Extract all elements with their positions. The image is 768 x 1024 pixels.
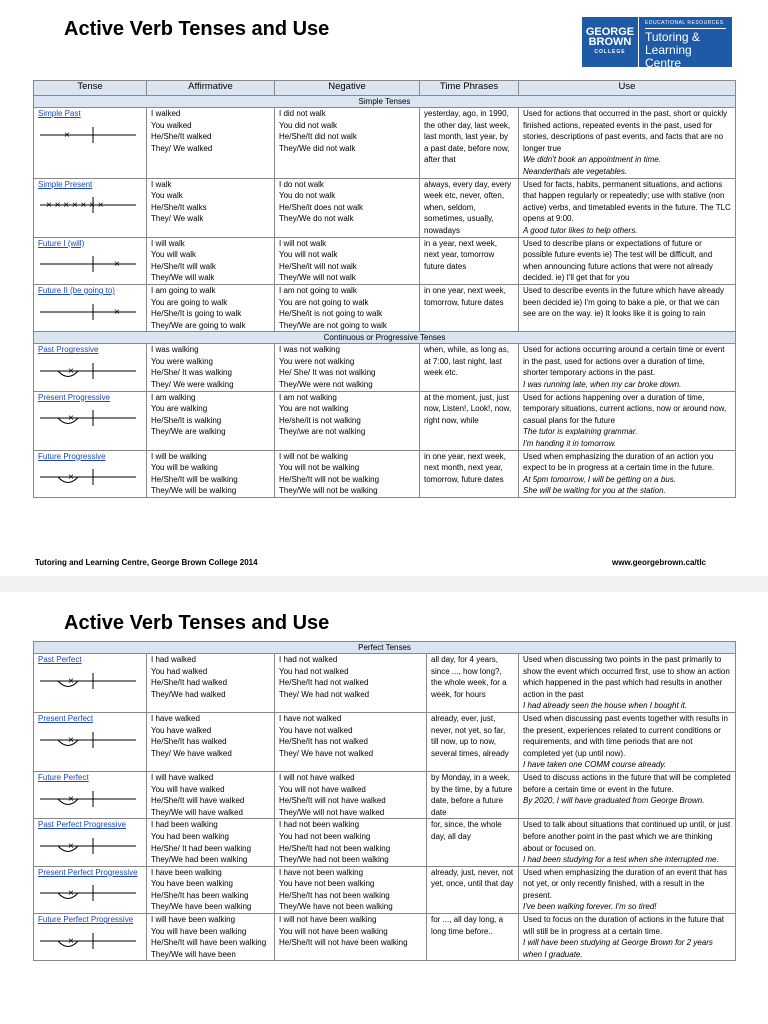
affirmative-line: They/We will have walked: [151, 807, 243, 817]
negative-line: They/We did not walk: [279, 143, 356, 153]
use-example: The tutor is explaining grammar.: [523, 427, 638, 437]
use-cell: [519, 178, 736, 237]
affirmative-cell: [147, 914, 275, 961]
logo-top: EDUCATIONAL RESOURCES: [645, 20, 726, 29]
negative-line: I had not walked: [279, 655, 338, 664]
footer-left: Tutoring and Learning Centre, George Brown College 2014: [35, 558, 258, 567]
negative-line: They/We are not going to walk: [279, 320, 387, 330]
use-cell: [519, 866, 736, 913]
use-example: By 2020, I will have graduated from George Brown.: [523, 796, 705, 806]
use-cell: [519, 654, 736, 713]
affirmative-line: I had been walking: [151, 820, 218, 830]
tense-cell: [34, 284, 147, 331]
negative-line: They/We will not walk: [279, 273, 356, 283]
negative-line: I did not walk: [279, 109, 326, 118]
negative-cell: [275, 654, 427, 713]
george-brown-logo: [582, 17, 732, 70]
tense-cell: [34, 654, 147, 713]
affirmative-line: I will have been walking: [151, 915, 236, 925]
logo-line3: COLLEGE: [594, 49, 626, 55]
header-tense: Tense: [34, 81, 147, 96]
negative-line: You had not walked: [279, 666, 349, 676]
affirmative-line: He/She/It has walked: [151, 737, 227, 747]
use-text: Used for actions that occurred in the past, short or quickly finished actions, repeated events in the past, used for stories, descriptions of past events, and facts that are no longer true: [523, 109, 728, 153]
affirmative-line: He/She/It walked: [151, 132, 212, 142]
negative-line: They/We were not walking: [279, 380, 373, 390]
negative-line: He/She/It had not been walking: [279, 843, 391, 853]
tense-link[interactable]: Past Perfect Progressive: [38, 820, 127, 830]
footer-url[interactable]: www.georgebrown.ca/tlc: [612, 558, 706, 567]
affirmative-line: He/She/It is walking: [151, 415, 222, 425]
use-cell: [519, 237, 736, 284]
affirmative-line: They/We had been walking: [151, 855, 248, 865]
use-cell: [519, 284, 736, 331]
affirmative-line: You will have been walking: [151, 926, 247, 936]
timeline-icon: [38, 930, 138, 952]
negative-line: He/She/it does not walk: [279, 202, 364, 212]
use-cell: [519, 391, 736, 450]
negative-cell: [275, 771, 427, 818]
negative-line: You are not going to walk: [279, 297, 369, 307]
affirmative-line: You had been walking: [151, 831, 229, 841]
tense-link[interactable]: Future Perfect: [38, 772, 89, 782]
negative-line: I am not walking: [279, 392, 337, 402]
affirmative-line: You walked: [151, 120, 192, 130]
use-example: I had been studying for a test when she interrupted me.: [523, 855, 719, 865]
svg-text:×: ×: [64, 129, 70, 141]
negative-line: You had not been walking: [279, 831, 371, 841]
section-row: [34, 96, 736, 108]
affirmative-line: He/She/It is going to walk: [151, 309, 242, 319]
tense-cell: [34, 391, 147, 450]
table-row: [34, 866, 736, 913]
tense-cell: [34, 866, 147, 913]
negative-line: You do not walk: [279, 191, 336, 201]
affirmative-line: I have walked: [151, 713, 200, 723]
use-example: A good tutor likes to help others.: [523, 225, 638, 235]
negative-line: You will not have been walking: [279, 926, 388, 936]
affirmative-cell: [147, 284, 275, 331]
use-text: Used when discussing past events together with results in the present, experiences related to current conditions or requirements, and with time periods that are not completed yet (up until now).: [523, 713, 728, 758]
negative-line: You did not walk: [279, 120, 337, 130]
negative-line: You have not been walking: [279, 879, 375, 889]
svg-text:×: ×: [68, 793, 74, 805]
affirmative-cell: [147, 344, 275, 391]
table-row: [34, 819, 736, 866]
use-text: Used for facts, habits, permanent situations, and actions that happen regularly or repeatedly; use with stative (non active) verbs, and timetabled events in the future. The TLC opens at 9:00.: [523, 179, 731, 224]
affirmative-line: He/She/ It was walking: [151, 368, 232, 378]
time-phrases-cell: in a year, next week, next year, tomorrow future dates: [420, 237, 519, 284]
negative-cell: [275, 108, 420, 179]
negative-line: They/We have not been walking: [279, 902, 393, 912]
table-row: [34, 237, 736, 284]
negative-line: You will not be walking: [279, 463, 360, 473]
table-row: [34, 712, 736, 771]
negative-line: I will not have walked: [279, 772, 355, 782]
use-text: Used when discussing two points in the past primarily to show the event which occurred first, use to show an action which happened in the past which had results in another action in the past: [523, 655, 730, 699]
tense-link[interactable]: Present Perfect Progressive: [38, 867, 138, 877]
svg-text:×: ×: [68, 472, 74, 484]
affirmative-cell: [147, 450, 275, 497]
affirmative-line: He/She/It has been walking: [151, 890, 249, 900]
negative-cell: [275, 450, 420, 497]
negative-line: I will not walk: [279, 238, 327, 248]
negative-line: He/She/It has not been walking: [279, 890, 390, 900]
verb-table-page2: [33, 641, 736, 961]
time-phrases-cell: all day, for 4 years, since ..., how long?, the whole week, for a week, for hours: [427, 654, 519, 713]
affirmative-line: You have walked: [151, 725, 212, 735]
affirmative-cell: [147, 178, 275, 237]
table-row: [34, 108, 736, 179]
use-cell: [519, 712, 736, 771]
logo-name2: Learning Centre: [645, 43, 692, 70]
tense-link[interactable]: Simple Past: [38, 109, 81, 118]
affirmative-line: They/We will walk: [151, 273, 215, 283]
time-phrases-cell: in one year, next week, next month, next year, tomorrow, future dates: [420, 450, 519, 497]
table-row: [34, 450, 736, 497]
logo-name1: Tutoring &: [645, 30, 700, 44]
affirmative-line: You will have walked: [151, 784, 225, 794]
affirmative-line: I have been walking: [151, 867, 222, 877]
use-cell: [519, 344, 736, 391]
svg-text:×: ×: [68, 675, 74, 687]
tense-link[interactable]: Past Progressive: [38, 345, 99, 355]
negative-line: I will not be walking: [279, 451, 348, 461]
logo-line1: GEORGE: [585, 26, 635, 38]
header-use: Use: [519, 81, 736, 96]
use-text: Used when emphasizing the duration of an action you expect to be in progress at a certain time in the future.: [523, 451, 715, 473]
tense-link[interactable]: Future Progressive: [38, 451, 106, 461]
timeline-icon: [38, 466, 138, 488]
affirmative-line: You will walk: [151, 250, 197, 260]
negative-cell: [275, 391, 420, 450]
negative-line: He/She/It has not walked: [279, 737, 368, 747]
negative-cell: [275, 237, 420, 284]
affirmative-line: You are walking: [151, 404, 208, 414]
negative-line: I had not been walking: [279, 820, 360, 830]
negative-line: I have not walked: [279, 713, 342, 723]
use-example: She will be waiting for you at the station.: [523, 486, 666, 496]
affirmative-cell: [147, 819, 275, 866]
affirmative-cell: [147, 391, 275, 450]
affirmative-cell: [147, 771, 275, 818]
section-label: Simple Tenses: [34, 96, 736, 108]
svg-text:×: ×: [68, 888, 74, 900]
timeline-icon: [38, 301, 138, 323]
time-phrases-cell: yesterday, ago, in 1990, the other day, last week, last month, last year, by a past date, before now, after that: [420, 108, 519, 179]
affirmative-line: He/She/It will have walked: [151, 796, 245, 806]
timeline-icon: [38, 670, 138, 692]
tense-cell: [34, 108, 147, 179]
table-row: [34, 914, 736, 961]
negative-line: He/She/It had not walked: [279, 678, 369, 688]
affirmative-line: They/ We walked: [151, 143, 213, 153]
negative-line: He/she/it is not walking: [279, 415, 361, 425]
affirmative-cell: [147, 237, 275, 284]
tense-cell: [34, 178, 147, 237]
logo-line2: BROWN: [588, 36, 632, 48]
use-text: Used for actions occurring around a certain time or event in the past, used for actions over a duration of time, shorter temporary actions in the past.: [523, 345, 725, 378]
affirmative-line: You were walking: [151, 356, 213, 366]
negative-cell: [275, 866, 427, 913]
negative-line: You have not walked: [279, 725, 353, 735]
affirmative-line: You had walked: [151, 666, 208, 676]
negative-line: You will not have walked: [279, 784, 366, 794]
section-label: Perfect Tenses: [34, 642, 736, 654]
affirmative-line: They/We had walked: [151, 689, 226, 699]
use-text: Used to talk about situations that continued up until, or just before another point in the past which we are thinking about or focused on.: [523, 820, 731, 853]
affirmative-line: I had walked: [151, 655, 196, 664]
time-phrases-cell: in one year, next week, tomorrow, future dates: [420, 284, 519, 331]
negative-line: He/She/It will not be walking: [279, 474, 380, 484]
negative-line: I am not going to walk: [279, 285, 357, 295]
tense-link[interactable]: Future II (be going to): [38, 285, 115, 295]
negative-line: He/She/It will not have been walking: [279, 938, 408, 948]
negative-cell: [275, 819, 427, 866]
timeline-icon: [38, 788, 138, 810]
use-text: Used to describe plans or expectations of future or possible future events ie) The test will be difficult, and when announcing future actions that were not already decided. ie) I'll get that for you: [523, 238, 713, 283]
use-example: I'm handing it in tomorrow.: [523, 439, 617, 449]
timeline-icon: [38, 882, 138, 904]
tense-link[interactable]: Future I (will): [38, 238, 85, 248]
negative-line: They/We will not be walking: [279, 486, 378, 496]
use-example: I've been walking forever. I'm so tired!: [523, 902, 657, 912]
negative-line: They/we are not walking: [279, 427, 366, 437]
affirmative-line: He/She/It had walked: [151, 678, 228, 688]
time-phrases-cell: by Monday, in a week, by the time, by a future date, before a future date: [427, 771, 519, 818]
use-example: I have taken one COMM course already.: [523, 760, 667, 770]
section-row: [34, 332, 736, 344]
timeline-icon: [38, 360, 138, 382]
tense-cell: [34, 450, 147, 497]
negative-line: You are not walking: [279, 404, 349, 414]
negative-line: He/She/it is not going to walk: [279, 309, 383, 319]
use-example: Neanderthals ate vegetables.: [523, 166, 628, 176]
negative-cell: [275, 284, 420, 331]
affirmative-line: You will be walking: [151, 463, 218, 473]
affirmative-line: I will be walking: [151, 451, 207, 461]
time-phrases-cell: already, ever, just, never, not yet, so far, till now, up to now, several times, already: [427, 712, 519, 771]
time-phrases-cell: already, just, never, not yet, once, until that day: [427, 866, 519, 913]
tense-link[interactable]: Future Perfect Progressive: [38, 915, 134, 925]
timeline-icon: [38, 835, 138, 857]
negative-line: You were not walking: [279, 356, 355, 366]
timeline-icon: [38, 124, 138, 146]
affirmative-line: He/She/It walks: [151, 202, 207, 212]
affirmative-line: I was walking: [151, 345, 199, 355]
header-time-phrases: Time Phrases: [420, 81, 519, 96]
affirmative-line: They/We will have been: [151, 949, 236, 959]
use-example: At 5pm tomorrow, I will be getting on a bus.: [523, 474, 676, 484]
use-cell: [519, 819, 736, 866]
affirmative-line: I will have walked: [151, 772, 214, 782]
section-label: Continuous or Progressive Tenses: [34, 332, 736, 344]
tense-cell: [34, 771, 147, 818]
negative-line: I have not been walking: [279, 867, 364, 877]
affirmative-line: They/We have been walking: [151, 902, 252, 912]
timeline-icon: [38, 407, 138, 429]
header-negative: Negative: [275, 81, 420, 96]
svg-text:×: ×: [114, 306, 120, 318]
negative-cell: [275, 178, 420, 237]
affirmative-cell: [147, 712, 275, 771]
negative-line: He/ She/ It was not walking: [279, 368, 376, 378]
use-text: Used to focus on the duration of actions in the future that will still be in progress at a certain time.: [523, 915, 725, 936]
page-title-2: Active Verb Tenses and Use: [64, 612, 330, 634]
svg-text:× × × × × × ×: × × × × × × ×: [46, 200, 104, 212]
negative-line: They/ We have not walked: [279, 748, 374, 758]
svg-text:×: ×: [114, 259, 120, 271]
timeline-icon: [38, 253, 138, 275]
svg-text:×: ×: [68, 413, 74, 425]
affirmative-line: I am going to walk: [151, 285, 216, 295]
affirmative-line: You are going to walk: [151, 297, 228, 307]
tense-link[interactable]: Present Perfect: [38, 713, 94, 723]
tense-cell: [34, 712, 147, 771]
affirmative-line: He/She/ It had been walking: [151, 843, 252, 853]
time-phrases-cell: at the moment, just, just now, Listen!, Look!, now, right now, while: [420, 391, 519, 450]
use-example: I was running late, when my car broke down.: [523, 380, 682, 390]
affirmative-line: They/We will be walking: [151, 486, 237, 496]
table-row: [34, 654, 736, 713]
affirmative-line: You have been walking: [151, 879, 233, 889]
use-example: I will have been studying at George Brown for 2 years when I graduate.: [523, 938, 713, 959]
header-row: [34, 81, 736, 96]
use-text: Used to describe events in the future which have already been decided ie) I'm going to bake a pie, or that we can see are on the way. ie) It looks like it is going to rain: [523, 285, 725, 319]
affirmative-line: I will walk: [151, 238, 185, 248]
use-example: I had already seen the house when I bought it.: [523, 701, 688, 711]
svg-text:×: ×: [68, 840, 74, 852]
tense-cell: [34, 344, 147, 391]
affirmative-cell: [147, 108, 275, 179]
use-cell: [519, 108, 736, 179]
timeline-icon: [38, 729, 138, 751]
timeline-icon: [38, 194, 138, 216]
affirmative-cell: [147, 866, 275, 913]
table-row: [34, 344, 736, 391]
tense-cell: [34, 237, 147, 284]
use-text: Used to discuss actions in the future that will be completed before a certain time or event in the future.: [523, 772, 731, 794]
tense-link[interactable]: Past Perfect: [38, 655, 82, 664]
negative-line: You will not walk: [279, 250, 338, 260]
table-row: [34, 178, 736, 237]
affirmative-line: You walk: [151, 191, 183, 201]
affirmative-line: I walked: [151, 109, 181, 118]
time-phrases-cell: for ..., all day long, a long time before..: [427, 914, 519, 961]
time-phrases-cell: always, every day, every week etc, never, often, when, seldom, sometimes, usually, nowadays: [420, 178, 519, 237]
svg-text:×: ×: [68, 935, 74, 947]
affirmative-line: I am walking: [151, 392, 196, 402]
tense-cell: [34, 819, 147, 866]
use-cell: [519, 914, 736, 961]
negative-cell: [275, 914, 427, 961]
affirmative-line: They/We are walking: [151, 427, 226, 437]
affirmative-line: They/ We have walked: [151, 748, 232, 758]
use-text: Used when emphasizing the duration of an event that has not yet, or only recently finished, with a result in the present.: [523, 867, 728, 900]
negative-line: They/ We had not walked: [279, 689, 370, 699]
verb-table-page1: [33, 80, 736, 498]
tense-link[interactable]: Simple Present: [38, 179, 93, 189]
affirmative-line: I walk: [151, 179, 172, 189]
negative-line: He/She/It did not walk: [279, 132, 357, 142]
negative-line: They/We had not been walking: [279, 855, 389, 865]
negative-line: He/She/it will not walk: [279, 261, 357, 271]
table-row: [34, 284, 736, 331]
use-text: Used for actions happening over a duration of time, temporary situations, current actions, now or around now, casual plans for the future: [523, 392, 727, 425]
negative-cell: [275, 344, 420, 391]
table-row: [34, 391, 736, 450]
table-row: [34, 771, 736, 818]
time-phrases-cell: for, since, the whole day, all day: [427, 819, 519, 866]
svg-text:×: ×: [68, 365, 74, 377]
time-phrases-cell: when, while, as long as, at 7:00, last night, last week etc.: [420, 344, 519, 391]
page-title: Active Verb Tenses and Use: [64, 18, 330, 40]
affirmative-line: They/ We were walking: [151, 380, 234, 390]
tense-link[interactable]: Present Progressive: [38, 392, 111, 402]
svg-text:×: ×: [68, 734, 74, 746]
affirmative-line: He/She/It will walk: [151, 261, 216, 271]
page-separator: [0, 576, 768, 592]
negative-cell: [275, 712, 427, 771]
affirmative-line: They/We are going to walk: [151, 320, 246, 330]
negative-line: I will not have been walking: [279, 915, 377, 925]
use-cell: [519, 771, 736, 818]
header-affirmative: Affirmative: [147, 81, 275, 96]
negative-line: They/We will not have walked: [279, 807, 385, 817]
affirmative-line: He/She/It will have been walking: [151, 938, 267, 948]
affirmative-line: He/She/It will be walking: [151, 474, 238, 484]
use-example: We didn't book an appointment in time.: [523, 155, 661, 165]
affirmative-cell: [147, 654, 275, 713]
negative-line: They/We do not walk: [279, 214, 354, 224]
use-cell: [519, 450, 736, 497]
tense-cell: [34, 914, 147, 961]
negative-line: He/She/It will not have walked: [279, 796, 386, 806]
negative-line: I do not walk: [279, 179, 324, 189]
affirmative-line: They/ We walk: [151, 214, 204, 224]
negative-line: I was not walking: [279, 345, 340, 355]
section-row: [34, 642, 736, 654]
